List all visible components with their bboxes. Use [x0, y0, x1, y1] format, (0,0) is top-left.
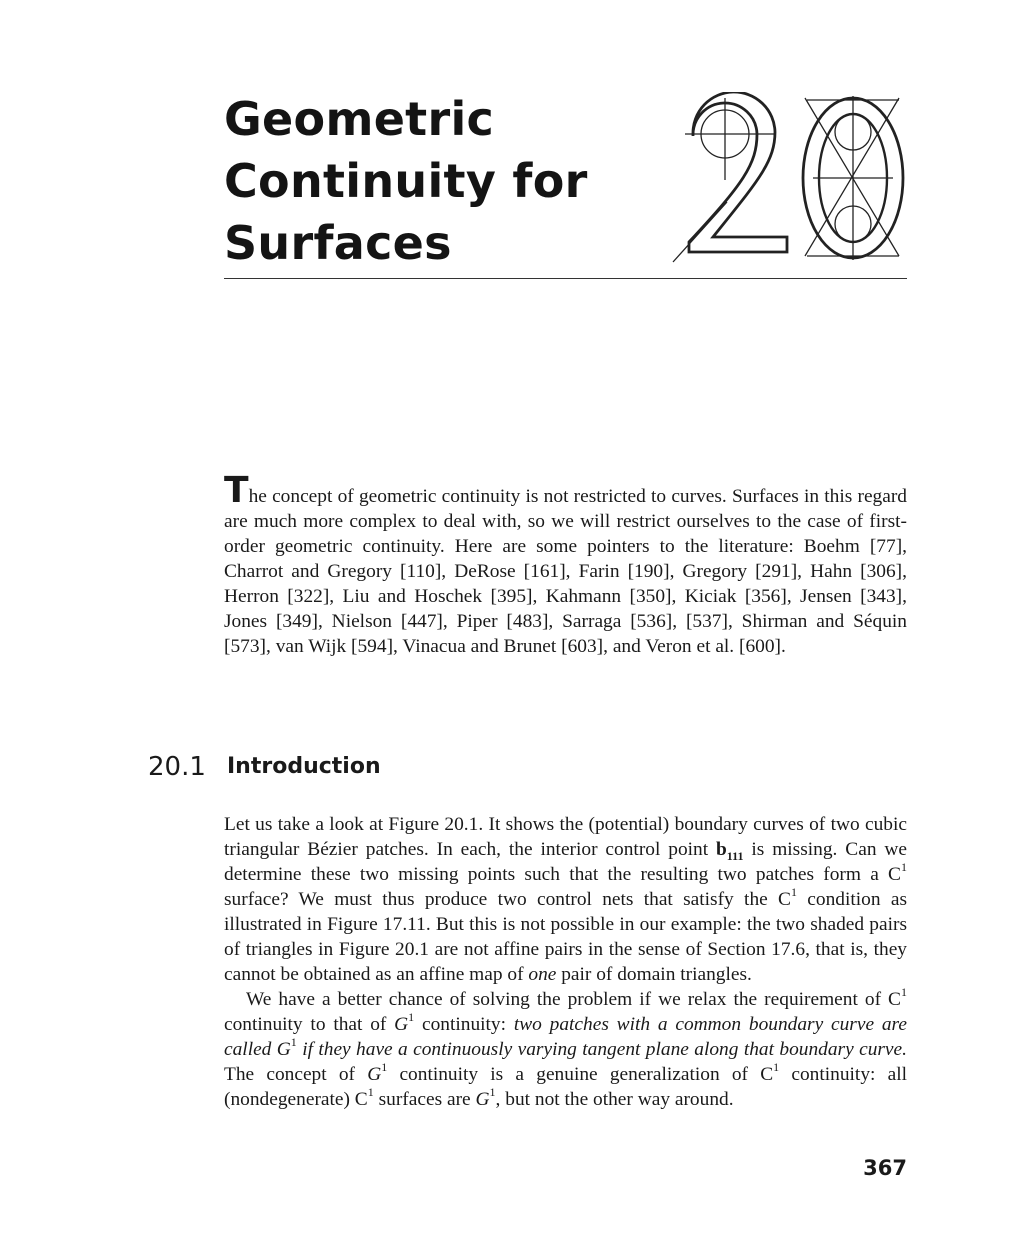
- text-run: We have a better chance of solving the problem if we relax the requirement of C: [246, 989, 901, 1010]
- section-number: 20.1: [148, 752, 206, 782]
- superscript: 1: [367, 1084, 374, 1099]
- subscript: 111: [726, 848, 744, 863]
- body-paragraph-1: [224, 812, 907, 987]
- definition-text: two patches with a common boundary curve are called: [224, 1014, 907, 1060]
- chapter-number-graphic: [665, 92, 915, 264]
- page-number: 367: [863, 1156, 907, 1180]
- chapter-title: [224, 88, 644, 274]
- superscript: 1: [900, 984, 907, 999]
- superscript: 1: [900, 859, 907, 874]
- text-run: surfaces are: [373, 1089, 476, 1110]
- body-paragraph-2: [224, 984, 907, 1112]
- superscript: 1: [489, 1084, 496, 1099]
- text-run: , but not the other way around.: [495, 1089, 734, 1110]
- chapter-title-line-3: Surfaces: [224, 216, 452, 270]
- text-run: condition as illustrated in Figure 17.11. But this is not possible in our example: the two shaded pairs of triangles in Figure 20.1 are not affine pairs in the sense of Section 17.6, that is, they cannot be obtained as an affine map of: [224, 889, 908, 985]
- text-run: The concept of: [224, 1064, 368, 1085]
- emphasis: one: [528, 964, 557, 985]
- intro-paragraph: [224, 470, 907, 659]
- control-point-symbol: [716, 839, 744, 863]
- drop-cap: T: [224, 470, 249, 511]
- section-title: Introduction: [227, 754, 381, 779]
- intro-text: he concept of geometric continuity is not restricted to curves. Surfaces in this regard are much more complex to deal with, so we will restrict ourselves to the case of first-order geometric continuity. Here are some pointers to the literature: Boehm [77], Charrot and Gregory [110], DeRose [161], Farin [190], Gregory [291], Hahn [306], Herron [322], Liu and Hoschek [395], Kahmann [350], Kiciak [356], Jensen [343], Jones [349], Nielson [447], Piper [483], Sarraga [536], [537], Shirman and Séquin [573], van Wijk [594], Vinacua and Brunet [603], and Veron et al. [600].: [224, 486, 907, 657]
- superscript: 1: [790, 884, 797, 899]
- definition-text: if they have a continuously varying tangent plane along that boundary curve.: [296, 1039, 907, 1060]
- text-run: continuity is a genuine generalization of C: [387, 1064, 774, 1085]
- text-run: continuity to that of: [224, 1014, 395, 1035]
- chapter-title-line-2: Continuity for: [224, 154, 588, 208]
- section-body: [224, 812, 907, 1112]
- superscript: 1: [408, 1009, 415, 1024]
- text-run: is missing. Can we determine these two missing points such that the resulting two patches form a C: [224, 839, 908, 885]
- symbol-g: G: [475, 1089, 490, 1110]
- superscript: 1: [381, 1059, 388, 1074]
- symbol-g: G: [394, 1014, 409, 1035]
- superscript: 1: [773, 1059, 780, 1074]
- symbol-b: b: [716, 839, 727, 860]
- text-run: surface? We must thus produce two control nets that satisfy the C: [224, 889, 791, 910]
- chapter-title-line-1: Geometric: [224, 92, 495, 146]
- text-run: Let us take a look at Figure 20.1. It shows the (potential) boundary curves of two cubic triangular Bézier patches. In each, the interior control point: [224, 814, 907, 860]
- symbol-g: G: [367, 1064, 382, 1085]
- symbol-g: G: [276, 1039, 291, 1060]
- superscript: 1: [290, 1034, 297, 1049]
- text-run: continuity: all (nondegenerate) C: [224, 1064, 907, 1110]
- title-divider: [224, 278, 907, 279]
- text-run: pair of domain triangles.: [556, 964, 752, 985]
- text-run: continuity:: [414, 1014, 514, 1035]
